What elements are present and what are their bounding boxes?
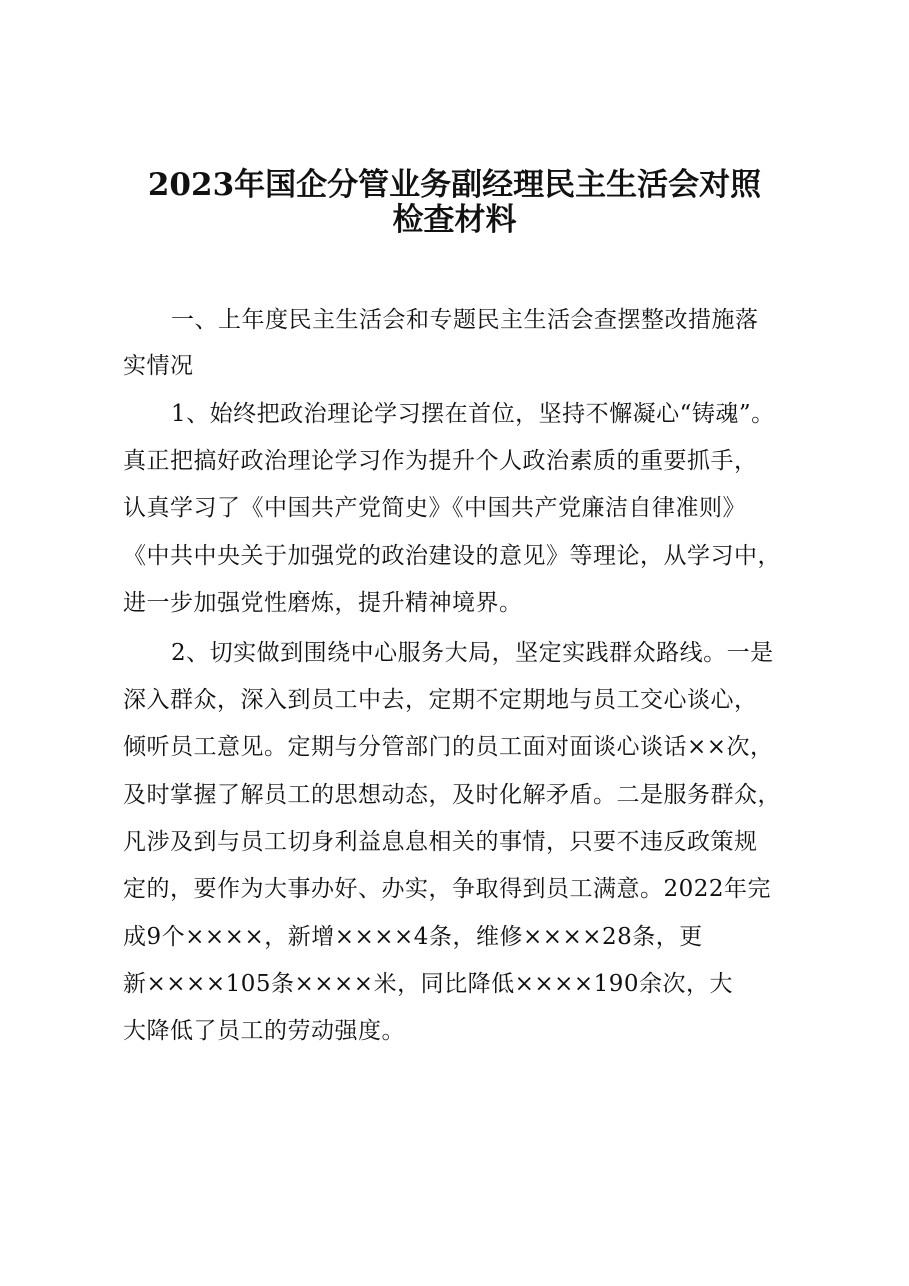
- paragraph-2-line: 定的，要作为大事办好、办实，争取得到员工满意。2022年完: [123, 876, 772, 902]
- document-title-line-1: 2023年国企分管业务副经理民主生活会对照: [147, 167, 762, 203]
- paragraph-2-line: 大降低了员工的劳动强度。: [123, 1018, 405, 1044]
- paragraph-2-line: 新××××105条××××米，同比降低××××190余次，大: [123, 971, 734, 997]
- section-heading-continued: 实情况: [123, 353, 194, 379]
- paragraph-1-line: 认真学习了《中国共产党简史》《中国共产党廉洁自律准则》: [123, 495, 746, 521]
- paragraph-2-line: 及时掌握了解员工的思想动态，及时化解矛盾。二是服务群众，: [123, 782, 781, 808]
- section-heading: 一、上年度民主生活会和专题民主生活会查摆整改措施落: [171, 307, 759, 333]
- paragraph-1-line: 《中共中央关于加强党的政治建设的意见》等理论，从学习中，: [123, 543, 781, 569]
- paragraph-2-line: 深入群众，深入到员工中去，定期不定期地与员工交心谈心，: [123, 687, 758, 713]
- paragraph-2-line: 2、切实做到围绕中心服务大局，坚定实践群众路线。一是: [171, 640, 774, 666]
- paragraph-1-line: 1、始终把政治理论学习摆在首位，坚持不懈凝心“铸魂”。: [171, 401, 775, 427]
- paragraph-1-line: 进一步加强党性磨炼，提升精神境界。: [123, 590, 523, 616]
- paragraph-2-line: 成9个××××，新增××××4条，维修××××28条，更: [123, 924, 703, 950]
- document-title-line-2: 检查材料: [392, 202, 517, 238]
- paragraph-2-line: 倾听员工意见。定期与分管部门的员工面对面谈心谈话××次，: [123, 734, 774, 760]
- paragraph-2-line: 凡涉及到与员工切身利益息息相关的事情，只要不违反政策规: [123, 829, 758, 855]
- paragraph-1-line: 真正把搞好政治理论学习作为提升个人政治素质的重要抓手，: [123, 448, 758, 474]
